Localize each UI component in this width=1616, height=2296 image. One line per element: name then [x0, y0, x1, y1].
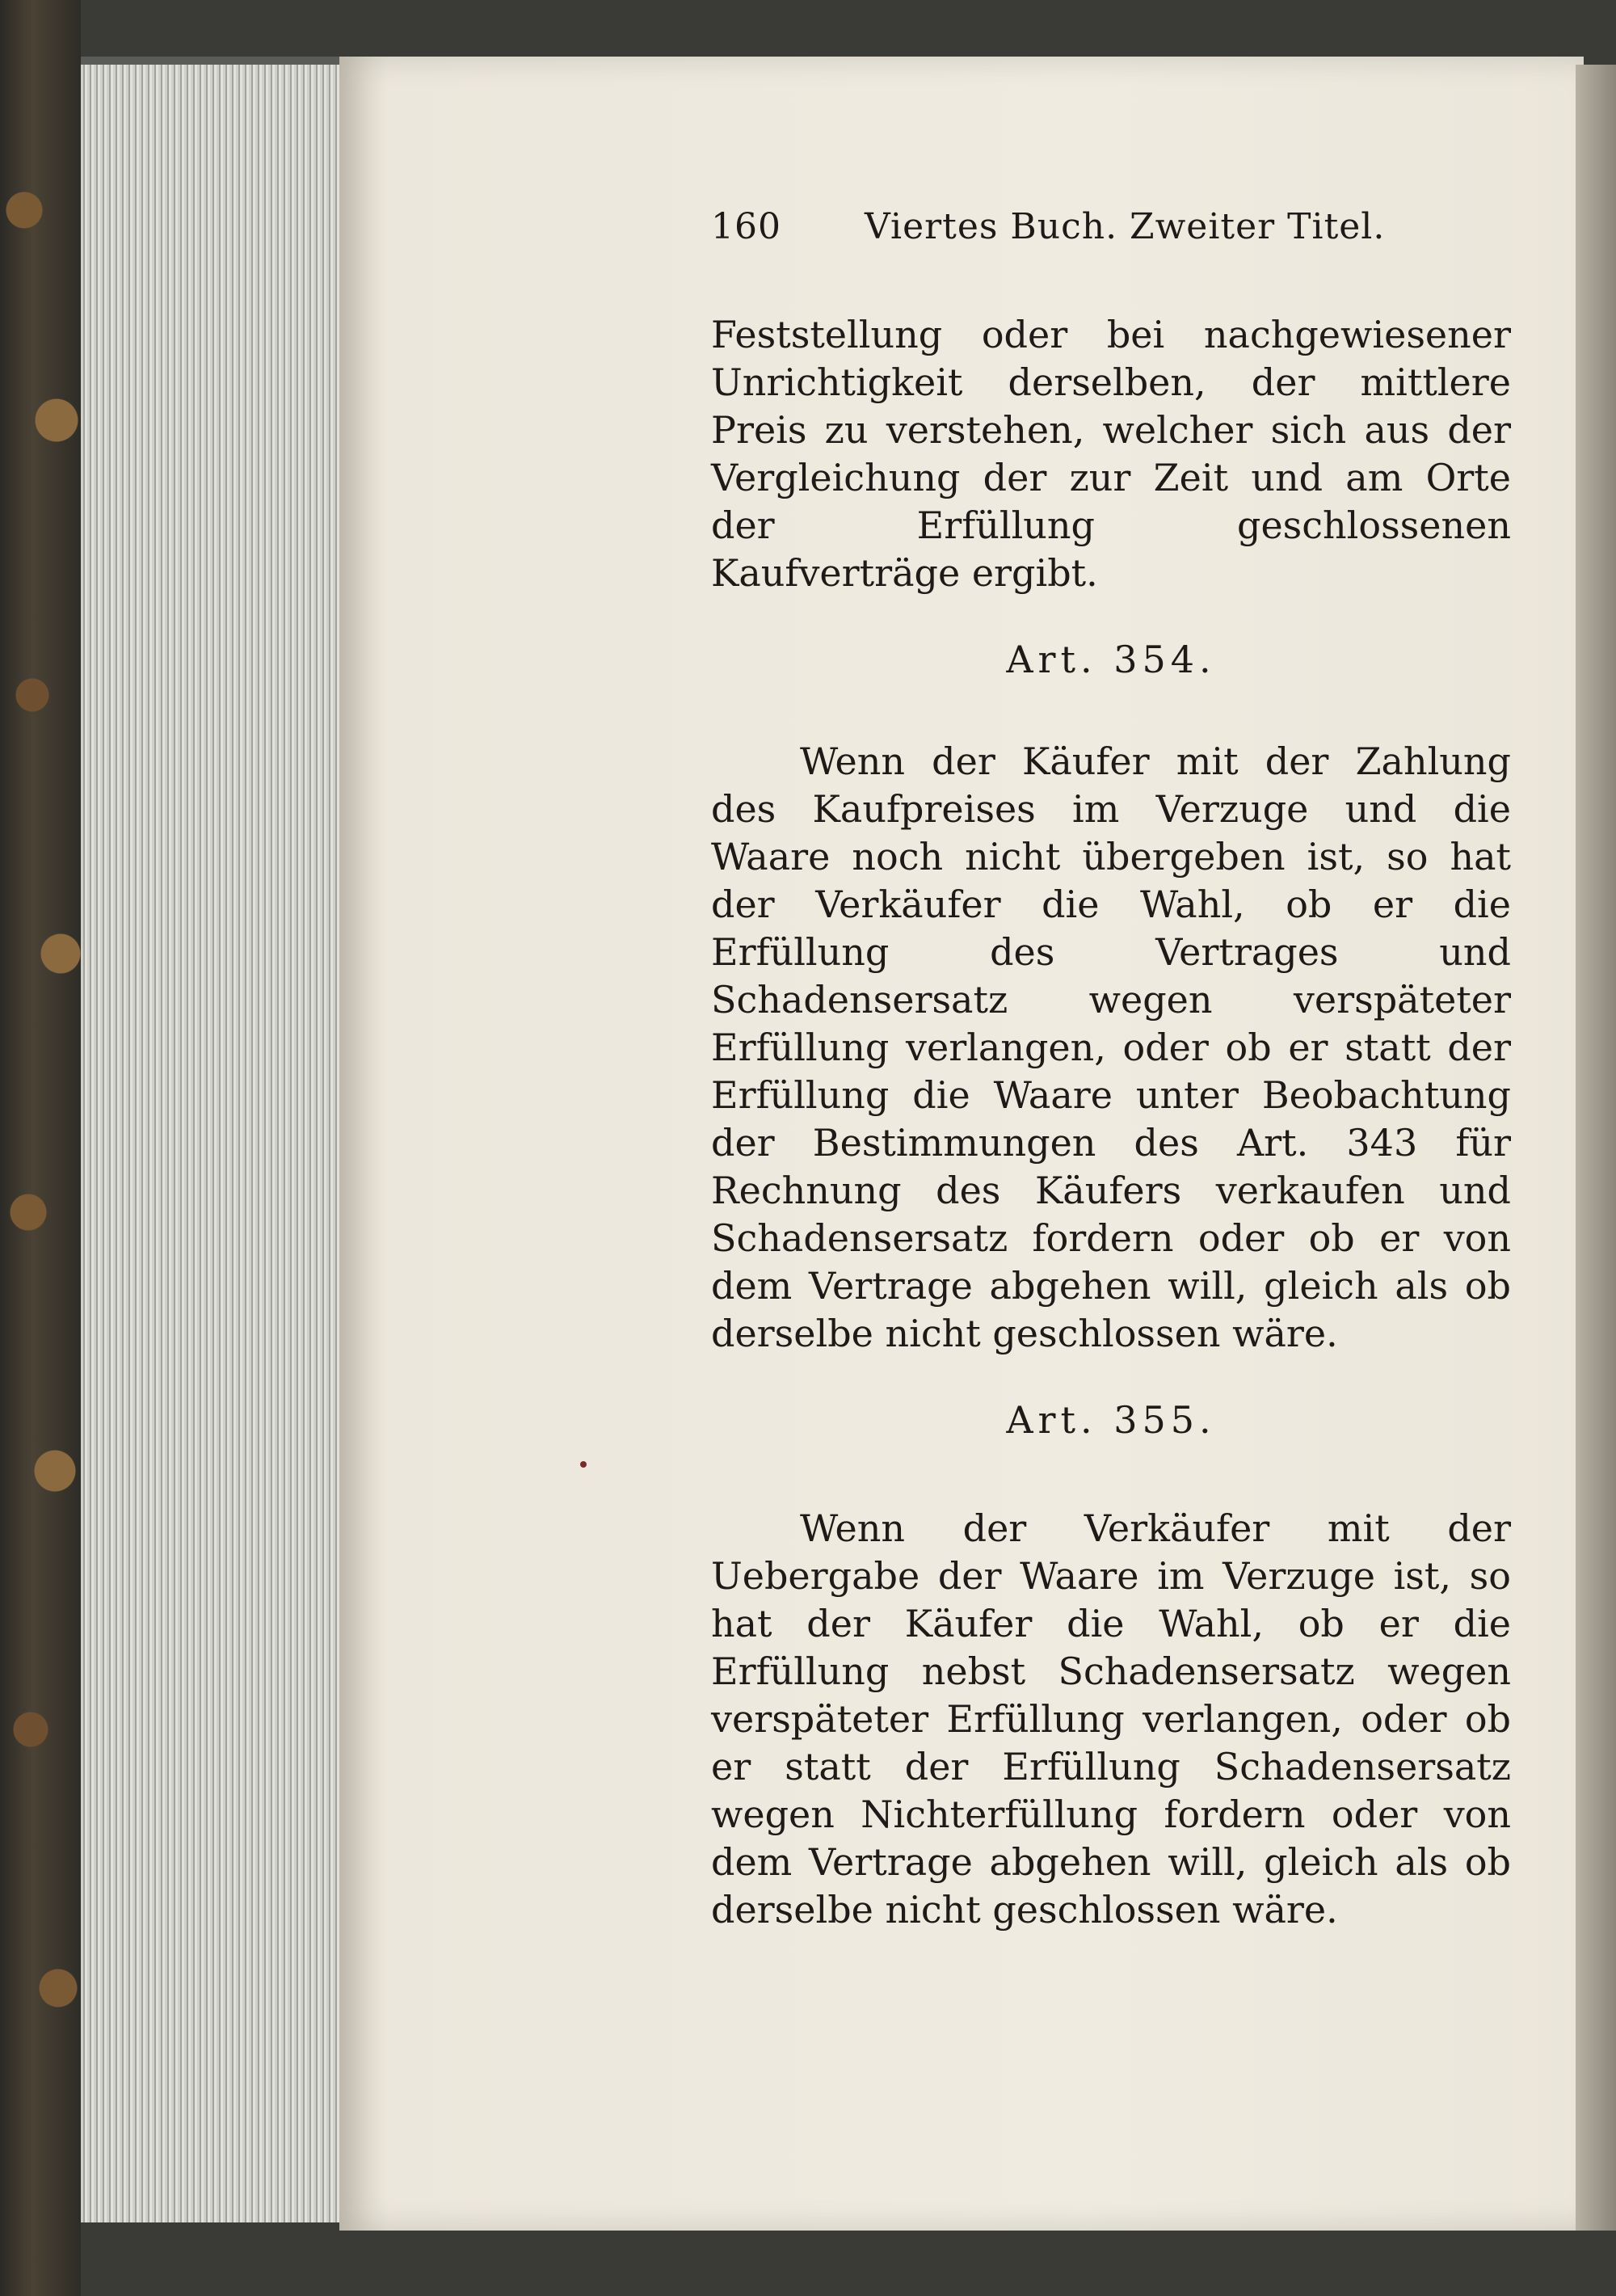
running-title: Viertes Buch. Zweiter Titel. — [865, 206, 1386, 247]
continuation-paragraph: Feststellung oder bei nachgewiesener Unrichtigkeit derselben, der mittlere Preis zu verstehen, welcher sich aus der Vergleichung der zur Zeit und am Orte der Erfüllung geschlossenen Kaufverträge ergibt. — [711, 313, 1511, 595]
running-header — [711, 206, 1511, 271]
next-page-edge — [1576, 65, 1616, 2231]
page-number: 160 — [711, 206, 781, 247]
article-354-text: Wenn der Käufer mit der Zahlung des Kaufpreises im Verzuge und die Waare noch nicht übergeben ist, so hat der Verkäufer die Wahl, ob er die Erfüllung des Vertrages und Schadensersatz wegen verspäteter Erfüllung verlangen, oder ob er statt der Erfüllung die Waare unter Beobachtung der Bestimmungen des Art. 343 für Rechnung des Käufers verkaufen und Schadensersatz fordern oder ob er von dem Vertrage abgehen will, gleich als ob derselbe nicht geschlossen wäre. — [711, 739, 1511, 1355]
article-355-text: Wenn der Verkäufer mit der Uebergabe der Waare im Verzuge ist, so hat der Käufer die Wahl, ob er die Erfüllung nebst Schadensersatz wegen verspäteter Erfüllung verlangen, oder ob er statt der Erfüllung Schadensersatz wegen Nichterfüllung fordern oder von dem Vertrage abgehen will, gleich als ob derselbe nicht geschlossen wäre. — [711, 1506, 1511, 1932]
article-354-heading: Art. 354. — [1006, 638, 1216, 681]
page-edges — [81, 57, 356, 2222]
book-cover-marbled — [0, 0, 81, 2296]
ink-spot — [580, 1461, 587, 1468]
page-text — [711, 206, 1511, 1934]
article-355-heading: Art. 355. — [1006, 1398, 1216, 1442]
